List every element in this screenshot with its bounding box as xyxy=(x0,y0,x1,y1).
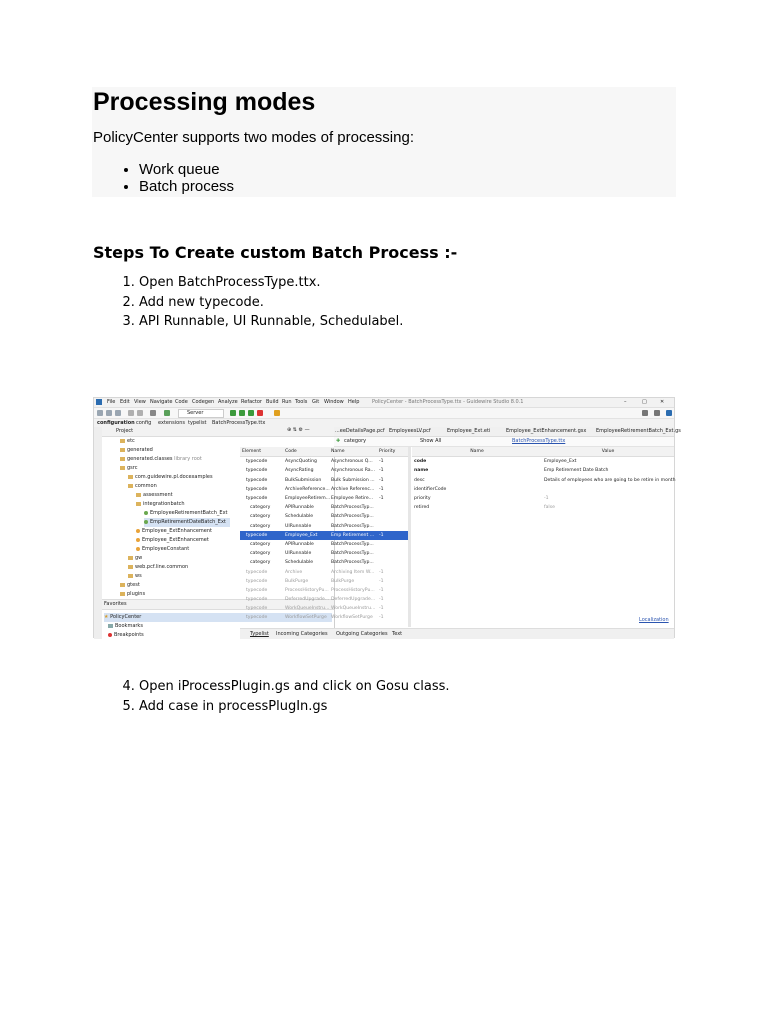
breadcrumb-item: extensions xyxy=(158,420,185,426)
table-cell: Asynchronous Ra... xyxy=(331,468,375,474)
tree-item: Employee_ExtEnhancemet xyxy=(136,536,209,545)
property-cell: false xyxy=(544,505,555,511)
column-header: Name xyxy=(412,447,542,457)
typelist-link: BatchProcessType.ttx xyxy=(512,438,566,444)
tree-item: web.pcf.line.common xyxy=(128,563,188,572)
table-cell: -1 xyxy=(379,486,384,492)
table-cell: WorkflowSetPurge xyxy=(285,615,327,621)
favorite-item: ★ PolicyCenter xyxy=(104,613,332,622)
processing-modes-section xyxy=(92,87,676,197)
column-header: Code xyxy=(283,447,329,457)
table-cell: category xyxy=(250,541,271,547)
menu-item: Codegen xyxy=(192,399,215,405)
tree-item: generated.classes library root xyxy=(120,455,202,464)
list-item: 5. Add case in processPlugIn.gs xyxy=(139,697,450,717)
menu-item: Edit xyxy=(120,399,130,405)
table-cell: Schedulable xyxy=(285,514,314,520)
table-cell xyxy=(377,540,408,549)
table-row[interactable] xyxy=(240,503,408,512)
search-icon xyxy=(642,410,648,416)
menu-item: View xyxy=(134,399,146,405)
table-cell: BatchProcessTyp... xyxy=(331,541,374,547)
table-cell: category xyxy=(250,514,271,520)
help-icon xyxy=(666,410,672,416)
pane-tools-icon: ⊕ ⇅ ⚙ — xyxy=(287,427,310,433)
tree-item: EmployeeRetirementBatch_Ext xyxy=(144,509,228,518)
table-cell: typecode xyxy=(246,569,268,575)
list-item: • Batch process xyxy=(139,178,234,195)
property-row[interactable] xyxy=(412,494,674,503)
stop-icon xyxy=(257,410,263,416)
steps-list-second xyxy=(93,677,450,716)
bottom-tab: Outgoing Categories xyxy=(336,631,388,637)
section-title: Processing modes xyxy=(93,88,316,116)
table-row[interactable] xyxy=(240,531,408,540)
modes-list xyxy=(92,161,234,195)
table-cell: BulkPurge xyxy=(331,578,355,584)
table-cell: Asynchronous Q... xyxy=(331,459,373,465)
table-row[interactable] xyxy=(240,604,408,613)
editor-tab: Employee_ExtEnhancement.gsx xyxy=(506,428,587,434)
app-logo-icon xyxy=(96,399,102,405)
table-cell: typecode xyxy=(246,615,268,621)
table-cell: AsyncQuoting xyxy=(285,459,317,465)
property-row[interactable] xyxy=(412,457,674,467)
refresh-icon xyxy=(115,410,121,416)
table-cell: category xyxy=(250,551,271,557)
breadcrumb-item: config xyxy=(136,420,152,426)
table-cell: typecode xyxy=(246,468,268,474)
back-icon xyxy=(128,410,134,416)
table-cell: typecode xyxy=(246,597,268,603)
table-cell: Employee_Ext xyxy=(283,531,329,540)
tree-item: generated xyxy=(120,446,153,455)
table-cell: category xyxy=(250,560,271,566)
project-label: Project xyxy=(116,428,134,434)
property-row[interactable] xyxy=(412,485,674,494)
window-title: PolicyCenter - BatchProcessType.ttx - Guidewire Studio 8.0.1 xyxy=(372,399,524,405)
save-icon xyxy=(106,410,112,416)
table-cell: BulkPurge xyxy=(285,578,309,584)
list-item: 2. Add new typecode. xyxy=(139,293,403,313)
add-icon: ✚ xyxy=(336,438,341,444)
table-cell: -1 xyxy=(379,606,384,612)
editor-tab: EmployeeRetirementBatch_Ext.gs xyxy=(596,428,681,434)
table-row[interactable] xyxy=(240,522,408,531)
table-cell: -1 xyxy=(379,569,384,575)
table-cell: BatchProcessTyp... xyxy=(331,551,374,557)
table-cell: -1 xyxy=(379,477,384,483)
favorites-label: Favorites xyxy=(104,601,127,607)
property-cell: Employee_Ext xyxy=(544,459,577,465)
table-cell: typecode xyxy=(240,531,283,540)
favorite-item: Bookmarks xyxy=(108,622,143,631)
table-row[interactable] xyxy=(240,466,408,475)
ide-menu-bar xyxy=(94,398,674,408)
table-cell: Archive Referenc... xyxy=(331,486,375,492)
table-row[interactable] xyxy=(240,558,408,567)
table-cell: typecode xyxy=(246,477,268,483)
table-row[interactable] xyxy=(240,476,408,485)
property-cell xyxy=(542,485,674,494)
ide-screenshot xyxy=(93,397,681,638)
table-row[interactable] xyxy=(240,549,408,558)
editor-tab: EmployeesLV.pcf xyxy=(389,428,431,434)
close-icon: ✕ xyxy=(660,399,665,405)
table-row[interactable] xyxy=(240,613,408,622)
table-row[interactable] xyxy=(240,540,408,549)
tree-item-selected: EmpRetirementDateBatch_Ext xyxy=(144,518,230,527)
table-cell xyxy=(377,549,408,558)
favorite-item: Breakpoints xyxy=(108,631,144,640)
table-cell: WorkflowSetPurge xyxy=(331,615,373,621)
table-cell xyxy=(377,503,408,512)
table-row[interactable] xyxy=(240,457,408,467)
breadcrumb-item: configuration xyxy=(97,420,135,426)
editor-tab: ...eeDetailsPage.pcf xyxy=(335,428,385,434)
table-cell: Archiving Item W... xyxy=(331,569,375,575)
property-cell: code xyxy=(414,459,427,465)
list-item: 4. Open iProcessPlugin.gs and click on Gosu class. xyxy=(139,677,450,697)
tree-item: common xyxy=(128,482,157,491)
table-cell: typecode xyxy=(246,606,268,612)
tree-item: com.guidewire.pl.docexamples xyxy=(128,473,213,482)
table-cell: -1 xyxy=(379,587,384,593)
table-cell: Employee Retire... xyxy=(331,496,374,502)
property-cell: retired xyxy=(414,505,430,511)
menu-item: Refactor xyxy=(241,399,262,405)
table-cell: AsyncRating xyxy=(285,468,314,474)
table-cell xyxy=(377,522,408,531)
table-cell: BatchProcessTyp... xyxy=(331,505,374,511)
property-cell: priority xyxy=(414,496,431,502)
table-cell: DeferredUpgrade... xyxy=(285,597,330,603)
properties-table xyxy=(412,447,674,512)
bottom-tab: Typelist xyxy=(250,631,269,637)
table-cell: -1 xyxy=(379,615,384,621)
show-all-dropdown: Show All xyxy=(420,438,442,444)
property-cell: desc xyxy=(414,477,425,483)
table-cell xyxy=(377,558,408,567)
menu-item: Build xyxy=(266,399,279,405)
property-row[interactable] xyxy=(412,466,674,475)
table-cell: DeferredUpgrade... xyxy=(331,597,376,603)
tree-item: plugins xyxy=(120,590,145,599)
maximize-icon: □ xyxy=(642,399,647,405)
debug-icon xyxy=(239,410,245,416)
column-header: Value xyxy=(542,447,674,457)
table-cell: -1 xyxy=(379,578,384,584)
list-item: • Work queue xyxy=(139,161,234,178)
table-cell: EmployeeRetirem... xyxy=(285,496,331,502)
editor-tab: Employee_Ext.eti xyxy=(447,428,491,434)
tree-item: gw xyxy=(128,554,142,563)
table-cell: BatchProcessTyp... xyxy=(331,514,374,520)
column-header: Name xyxy=(329,447,377,457)
column-header: Element xyxy=(240,447,283,457)
table-cell: -1 xyxy=(379,496,384,502)
table-cell: BulkSubmission xyxy=(285,477,322,483)
table-cell: Archive xyxy=(285,569,303,575)
table-row[interactable] xyxy=(240,586,408,595)
steps-heading: Steps To Create custom Batch Process :- xyxy=(93,243,458,262)
property-row[interactable] xyxy=(412,476,674,485)
menu-item: Analyze xyxy=(218,399,238,405)
column-header: Priority xyxy=(377,447,408,457)
ide-toolbar xyxy=(94,408,674,419)
table-cell: Emp Retirement ... xyxy=(329,531,377,540)
table-cell: WorkQueueInstru... xyxy=(331,606,376,612)
menu-item: Help xyxy=(348,399,360,405)
server-label: Server xyxy=(187,410,204,416)
menu-item: Window xyxy=(324,399,344,405)
table-cell: ProcessHistoryPu... xyxy=(285,587,329,593)
tree-item: integrationbatch xyxy=(136,500,185,509)
table-cell: ArchiveReference... xyxy=(285,486,330,492)
folder-icon xyxy=(97,410,103,416)
editor-toolbar xyxy=(334,437,674,447)
table-cell: category xyxy=(250,523,271,529)
bottom-tab: Incoming Categories xyxy=(276,631,328,637)
property-cell: identifierCode xyxy=(414,486,447,492)
table-cell: typecode xyxy=(246,496,268,502)
forward-icon xyxy=(137,410,143,416)
property-cell: Details of employees who are going to be retire in month xyxy=(544,477,676,483)
table-cell: APIRunnable xyxy=(285,541,314,547)
tree-item: gsrc xyxy=(120,464,137,473)
server-dropdown xyxy=(178,409,224,418)
tree-item: ws xyxy=(128,572,142,581)
table-row[interactable] xyxy=(240,494,408,503)
steps-list-first xyxy=(93,273,403,332)
table-cell: WorkQueueInstru... xyxy=(285,606,330,612)
table-cell: -1 xyxy=(379,468,384,474)
build-icon xyxy=(164,410,170,416)
run-icon xyxy=(230,410,236,416)
breadcrumb-item: typelist xyxy=(188,420,207,426)
list-item: 3. API Runnable, UI Runnable, Schedulabel. xyxy=(139,312,403,332)
property-cell: Emp Retirement Date Batch xyxy=(544,468,609,474)
table-row[interactable] xyxy=(240,577,408,586)
table-cell: typecode xyxy=(246,587,268,593)
tree-item: EmployeeConstant xyxy=(136,545,189,554)
table-cell: category xyxy=(250,505,271,511)
table-cell: UIRunnable xyxy=(285,523,312,529)
property-cell: -1 xyxy=(544,496,549,502)
property-cell: name xyxy=(414,468,429,474)
tree-item: Employee_ExtEnhancement xyxy=(136,527,212,536)
table-cell: -1 xyxy=(379,597,384,603)
menu-item: Git xyxy=(312,399,320,405)
property-row[interactable] xyxy=(412,503,674,512)
editor-tabs xyxy=(334,427,681,437)
menu-item: Code xyxy=(175,399,188,405)
intro-paragraph: PolicyCenter supports two modes of processing: xyxy=(93,129,414,146)
table-cell: Bulk Submission ... xyxy=(331,477,375,483)
table-cell: -1 xyxy=(379,459,384,465)
tree-item: etc xyxy=(120,437,135,446)
table-cell: ProcessHistoryPu... xyxy=(331,587,375,593)
project-pane-header xyxy=(102,427,334,437)
table-row[interactable] xyxy=(240,595,408,604)
table-row[interactable] xyxy=(240,567,408,576)
filter-dropdown: category xyxy=(344,438,367,444)
list-item: 1. Open BatchProcessType.ttx. xyxy=(139,273,403,293)
table-row[interactable] xyxy=(240,512,408,521)
settings-icon xyxy=(654,410,660,416)
reload-icon xyxy=(248,410,254,416)
table-cell: BatchProcessTyp... xyxy=(331,560,374,566)
breadcrumb-item: BatchProcessType.ttx xyxy=(212,420,266,426)
user-icon xyxy=(150,410,156,416)
menu-item: Run xyxy=(282,399,292,405)
menu-item: Navigate xyxy=(150,399,173,405)
bottom-tab: Text xyxy=(392,631,403,637)
table-cell: APIRunnable xyxy=(285,505,314,511)
tree-item: gtest xyxy=(120,581,140,590)
table-cell: BatchProcessTyp... xyxy=(331,523,374,529)
table-cell: typecode xyxy=(246,459,268,465)
table-cell xyxy=(377,512,408,521)
typecode-table xyxy=(240,447,408,623)
table-cell: typecode xyxy=(246,578,268,584)
menu-item: File xyxy=(107,399,116,405)
table-row[interactable] xyxy=(240,485,408,494)
table-cell: UIRunnable xyxy=(285,551,312,557)
plugin-icon xyxy=(274,410,280,416)
table-cell: -1 xyxy=(377,531,408,540)
minimize-icon: – xyxy=(624,399,627,405)
localization-link: Localization xyxy=(639,617,669,623)
tree-item: assessment xyxy=(136,491,173,500)
menu-item: Tools xyxy=(295,399,308,405)
table-scrollbar xyxy=(408,447,411,627)
table-cell: Schedulable xyxy=(285,560,314,566)
table-cell: typecode xyxy=(246,486,268,492)
editor-bottom-tabs xyxy=(240,628,674,639)
